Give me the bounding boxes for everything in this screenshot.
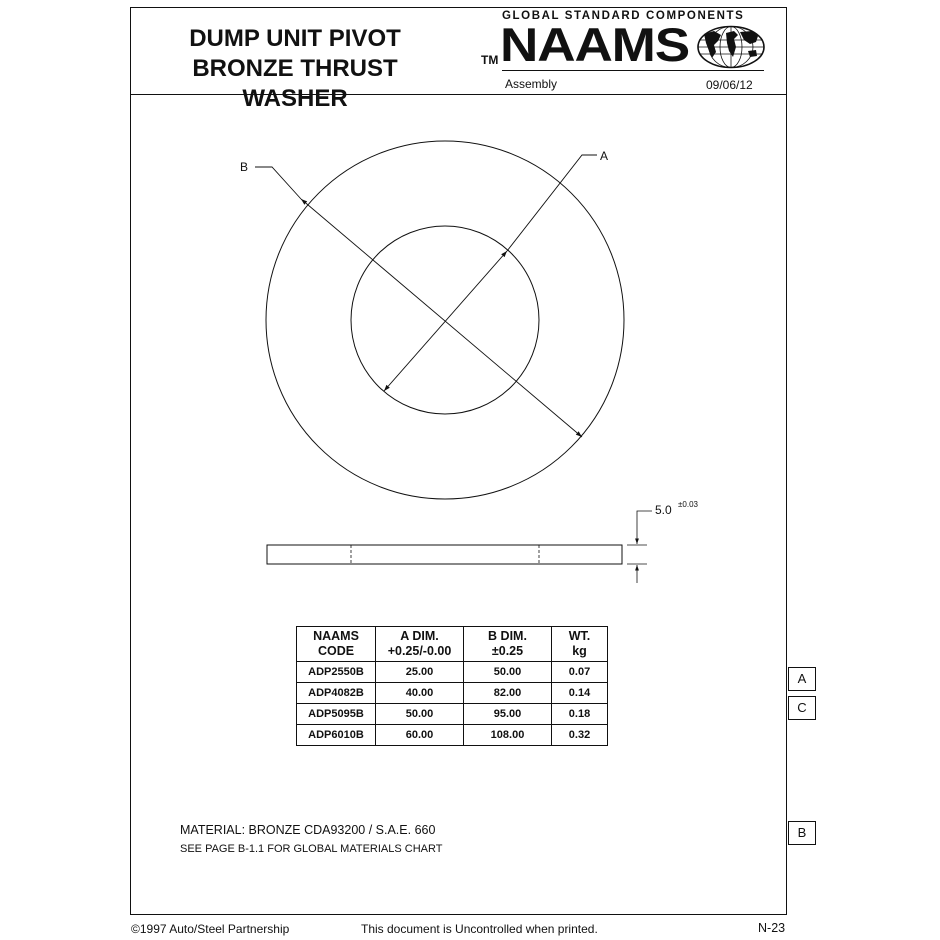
category-label: Assembly bbox=[505, 77, 558, 91]
cell-code: ADP5095B bbox=[297, 704, 376, 725]
revision-date: 09/06/12 bbox=[706, 78, 753, 92]
header-naams-code: NAAMS CODE bbox=[297, 627, 376, 662]
table-header-row bbox=[297, 627, 608, 662]
thickness-tolerance: ±0.03 bbox=[678, 500, 698, 509]
cell-b-dim: 50.00 bbox=[464, 662, 552, 683]
cell-b-dim: 108.00 bbox=[464, 725, 552, 746]
dim-a-label: A bbox=[600, 149, 609, 163]
cell-b-dim: 95.00 bbox=[464, 704, 552, 725]
washer-outer-circle bbox=[266, 141, 624, 499]
cell-weight: 0.14 bbox=[552, 683, 608, 704]
title-line-1: DUMP UNIT PIVOT bbox=[189, 25, 401, 52]
table-row bbox=[297, 725, 608, 746]
section-tab-c[interactable]: C bbox=[788, 696, 816, 720]
header-a-dim: A DIM. +0.25/-0.00 bbox=[376, 627, 464, 662]
cell-b-dim: 82.00 bbox=[464, 683, 552, 704]
washer-inner-circle bbox=[351, 226, 539, 414]
cell-code: ADP4082B bbox=[297, 683, 376, 704]
thickness-value: 5.0 bbox=[655, 503, 672, 517]
washer-side-view bbox=[267, 545, 622, 564]
table-row bbox=[297, 704, 608, 725]
cell-a-dim: 40.00 bbox=[376, 683, 464, 704]
cell-code: ADP2550B bbox=[297, 662, 376, 683]
trademark-mark: TM bbox=[481, 53, 499, 67]
section-tab-b[interactable]: B bbox=[788, 821, 816, 845]
materials-chart-reference: SEE PAGE B-1.1 FOR GLOBAL MATERIALS CHART bbox=[180, 843, 443, 855]
brand-tagline: GLOBAL STANDARD COMPONENTS bbox=[502, 10, 745, 22]
brand-logo-text: NAAMS bbox=[500, 18, 690, 71]
thickness-leader bbox=[637, 511, 652, 544]
cell-weight: 0.18 bbox=[552, 704, 608, 725]
cell-weight: 0.32 bbox=[552, 725, 608, 746]
header-weight: WT. kg bbox=[552, 627, 608, 662]
cell-a-dim: 50.00 bbox=[376, 704, 464, 725]
header-b-dim: B DIM. ±0.25 bbox=[464, 627, 552, 662]
dim-b-leader bbox=[255, 167, 301, 199]
section-tab-a[interactable]: A bbox=[788, 667, 816, 691]
cell-a-dim: 60.00 bbox=[376, 725, 464, 746]
material-note: MATERIAL: BRONZE CDA93200 / S.A.E. 660 bbox=[180, 823, 436, 837]
cell-weight: 0.07 bbox=[552, 662, 608, 683]
table-row bbox=[297, 662, 608, 683]
cell-code: ADP6010B bbox=[297, 725, 376, 746]
footer-copyright: ©1997 Auto/Steel Partnership bbox=[131, 922, 290, 936]
table-row bbox=[297, 683, 608, 704]
cell-a-dim: 25.00 bbox=[376, 662, 464, 683]
title-line-2: BRONZE THRUST WASHER bbox=[192, 55, 398, 112]
dim-b-label: B bbox=[240, 160, 249, 174]
dimension-table bbox=[296, 626, 608, 746]
dim-a-leader bbox=[507, 155, 597, 251]
footer-uncontrolled-note: This document is Uncontrolled when printed. bbox=[361, 922, 598, 936]
dim-a-line bbox=[384, 251, 507, 391]
page-number: N-23 bbox=[758, 921, 786, 935]
dim-b-line bbox=[301, 199, 582, 437]
